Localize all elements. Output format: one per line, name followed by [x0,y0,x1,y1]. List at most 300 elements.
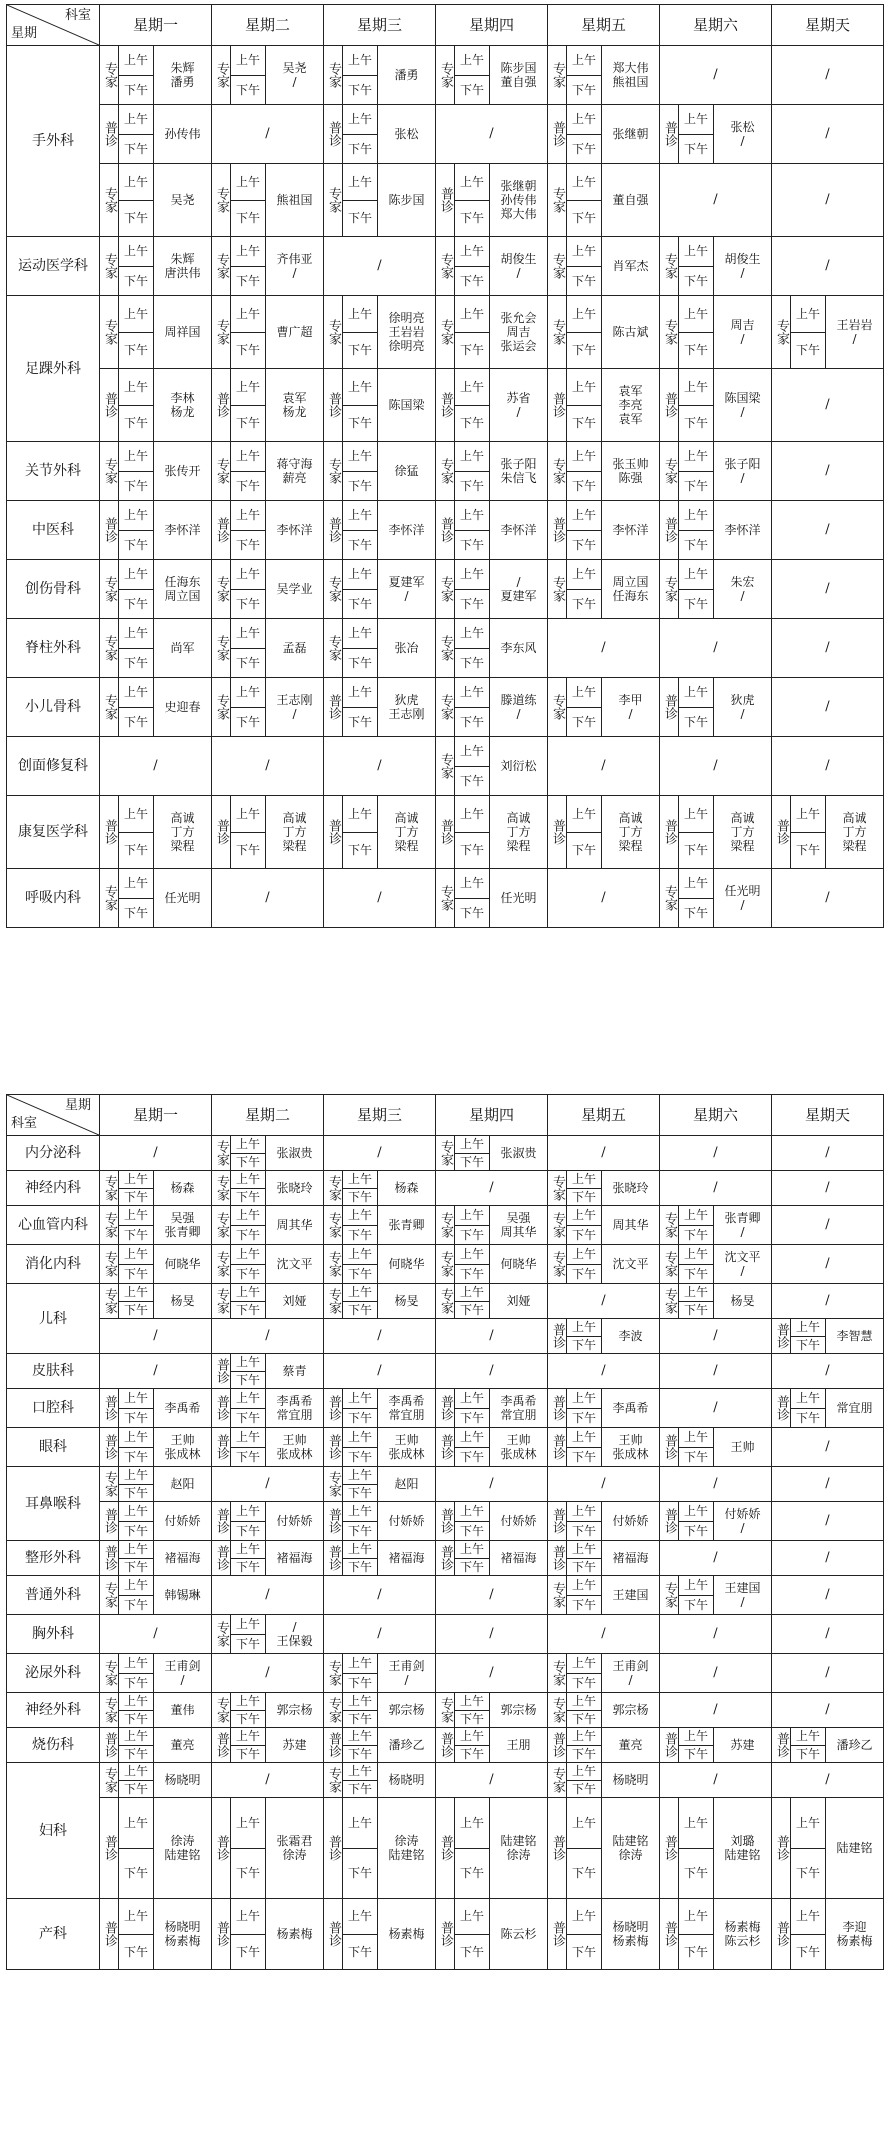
session-am: 上午 [347,1815,372,1830]
slot-box [436,46,547,104]
slot-box [100,1467,211,1501]
empty-slot: / [601,640,606,655]
dept-name: 手外科 [7,46,100,237]
doctor-names: 张继朝 [612,127,649,141]
session-pm: 下午 [567,1780,601,1798]
session-am: 上午 [795,806,820,821]
slot-box [324,369,435,441]
session-pm: 下午 [343,1264,377,1284]
session-col [343,1502,378,1540]
session-col [455,869,490,927]
doctor-names: 董亮 [170,1738,195,1752]
session-col [455,442,490,500]
slot-box [548,1798,659,1898]
clinic-type: 专家 [436,296,455,368]
doctor-names: 曹广超 [276,325,313,339]
empty-slot: / [377,890,382,905]
clinic-type: 专家 [100,869,119,927]
session-am: 上午 [123,379,148,394]
session-am: 上午 [683,449,708,464]
session-pm: 下午 [231,589,265,619]
session-pm: 下午 [343,1484,377,1502]
session-am: 上午 [683,306,708,321]
clinic-type: 专家 [436,237,455,295]
clinic-type: 专家 [100,1693,119,1727]
session-am: 上午 [123,1656,148,1671]
day-header: 星期天 [772,1095,884,1136]
day-header: 星期六 [660,1095,772,1136]
schedule-cell [100,1319,212,1354]
session-pm: 下午 [119,405,153,442]
clinic-type: 普诊 [660,1502,679,1540]
slot-box [772,296,883,368]
session-am: 上午 [683,1430,708,1445]
session-am: 上午 [347,1542,372,1557]
empty-slot: / [825,640,830,655]
clinic-type: 专家 [324,1284,343,1318]
schedule-cell [548,1319,660,1354]
table-row [7,678,884,737]
session-pm: 下午 [119,1225,153,1245]
empty-slot: / [489,1328,494,1343]
session-col [455,560,490,618]
session-pm: 下午 [567,471,601,501]
session-col [343,1798,378,1898]
schedule-cell [772,237,884,296]
slot-box [660,237,771,295]
session-col [119,1541,154,1575]
dept-name: 普通外科 [7,1576,100,1615]
schedule-cell [548,442,660,501]
doctor-names: 张松 [394,127,419,141]
slot-box [324,1541,435,1575]
dept-name: 胸外科 [7,1615,100,1654]
empty-slot: / [153,1328,158,1343]
session-pm: 下午 [567,1673,601,1693]
session-col [343,442,378,500]
schedule-cell [660,1541,772,1576]
schedule-cell [660,1467,772,1502]
slot-box [324,105,435,163]
clinic-type: 专家 [660,237,679,295]
clinic-type: 专家 [212,237,231,295]
session-col [567,1798,602,1898]
session-am: 上午 [459,567,484,582]
schedule-cell [212,1654,324,1693]
clinic-type: 专家 [660,1284,679,1318]
doctor-names: 徐明亮 王岩岩 徐明亮 [388,311,425,353]
session-am: 上午 [235,626,260,641]
table-row [7,296,884,369]
session-am: 上午 [235,1391,260,1406]
session-col [119,369,154,441]
session-col [455,1428,490,1466]
schedule-cell [660,46,772,105]
session-col [119,1654,154,1692]
schedule-cell [324,237,436,296]
session-am: 上午 [235,1208,260,1223]
session-col [455,1136,490,1170]
session-pm: 下午 [343,1521,377,1541]
doctor-names: 陆建铭 徐涛 [500,1834,537,1862]
clinic-type: 普诊 [436,1798,455,1898]
session-pm: 下午 [231,1371,265,1389]
doctor-names: 张松 / [730,120,755,148]
slot-box [100,1576,211,1614]
schedule-cell [660,296,772,369]
slot-box [324,296,435,368]
schedule-cell [100,501,212,560]
schedule-cell [436,46,548,105]
slot-box [212,296,323,368]
slot-box [212,46,323,104]
session-am: 上午 [571,306,596,321]
doctor-names: 张玉帅 陈强 [612,457,649,485]
doctor-names: 杨晓明 [164,1773,201,1787]
session-col [119,1728,154,1762]
session-col [343,105,378,163]
empty-slot: / [601,1476,606,1491]
slot-box [548,369,659,441]
slot-box [212,1693,323,1727]
slot-box [212,619,323,677]
schedule-cell [436,105,548,164]
doctor-names: 陈步国 [388,193,425,207]
dept-name: 创面修复科 [7,737,100,796]
schedule-cell [660,1319,772,1354]
session-pm: 下午 [119,1264,153,1284]
empty-slot: / [265,758,270,773]
session-am: 上午 [235,1815,260,1830]
empty-slot: / [825,67,830,82]
session-pm: 下午 [567,1188,601,1206]
session-am: 上午 [123,1729,148,1744]
empty-slot: / [377,1145,382,1160]
empty-slot: / [601,1626,606,1641]
doctor-names: 潘珍乙 [836,1738,873,1752]
session-col [679,1728,714,1762]
clinic-type: 普诊 [324,1541,343,1575]
session-col [567,1171,602,1205]
session-am: 上午 [123,626,148,641]
schedule-cell [100,237,212,296]
slot-box [548,1389,659,1427]
slot-box [436,164,547,236]
empty-slot: / [825,581,830,596]
clinic-type: 普诊 [324,1389,343,1427]
schedule-cell [660,560,772,619]
slot-box [660,369,771,441]
schedule-cell [324,1389,436,1428]
session-pm: 下午 [455,1745,489,1763]
doctor-names: 赵阳 [170,1477,195,1491]
doctor-names: 吴尧 / [282,61,307,89]
empty-slot: / [825,1626,830,1641]
session-pm: 下午 [343,707,377,737]
schedule-cell [212,46,324,105]
clinic-type: 普诊 [212,1389,231,1427]
session-pm: 下午 [231,1710,265,1728]
empty-slot: / [377,1587,382,1602]
session-pm: 下午 [119,832,153,869]
clinic-type: 专家 [212,560,231,618]
clinic-type: 专家 [212,164,231,236]
session-col [567,1206,602,1244]
session-pm: 下午 [231,832,265,869]
session-am: 上午 [571,1815,596,1830]
session-am: 上午 [235,1355,260,1370]
dept-name: 眼科 [7,1428,100,1467]
session-col [567,164,602,236]
doctor-names: 杨晓明 [612,1773,649,1787]
doctor-names: 陈云杉 [500,1927,537,1941]
doctor-names: 任光明 / [724,884,761,912]
session-am: 上午 [459,1542,484,1557]
schedule-cell [100,1728,212,1763]
session-col [455,1899,490,1969]
session-pm: 下午 [679,1521,713,1541]
schedule-cell [548,678,660,737]
session-col [119,869,154,927]
session-am: 上午 [123,1247,148,1262]
schedule-cell [212,560,324,619]
day-header: 星期二 [212,5,324,46]
clinic-type: 普诊 [436,501,455,559]
session-col [567,678,602,736]
schedule-cell [772,501,884,560]
slot-box [548,46,659,104]
doctor-names: 张淑贵 [500,1146,537,1160]
schedule-cell [660,442,772,501]
schedule-cell [660,1354,772,1389]
slot-box [772,1389,883,1427]
doctor-names: 王甫剑 / [164,1659,201,1687]
slot-box [548,1319,659,1353]
session-am: 上午 [683,685,708,700]
doctor-names: 董亮 [618,1738,643,1752]
session-am: 上午 [571,1656,596,1671]
session-pm: 下午 [679,1745,713,1763]
doctor-names: 李禹希 常宜朋 [500,1394,537,1422]
session-pm: 下午 [791,1336,825,1354]
corner-cell [7,1095,100,1136]
session-pm: 下午 [567,707,601,737]
slot-box [100,796,211,868]
schedule-cell [772,1284,884,1319]
session-am: 上午 [683,244,708,259]
session-am: 上午 [347,1468,372,1483]
session-am: 上午 [235,1542,260,1557]
schedule-cell [548,1615,660,1654]
empty-slot: / [265,1476,270,1491]
slot-box [548,1171,659,1205]
clinic-type: 专家 [100,1467,119,1501]
slot-box [436,678,547,736]
empty-slot: / [713,758,718,773]
clinic-type: 专家 [100,1763,119,1797]
corner-top-label: 星期 [64,1098,91,1113]
clinic-type: 专家 [660,869,679,927]
clinic-type: 专家 [436,1245,455,1283]
clinic-type: 普诊 [212,501,231,559]
session-am: 上午 [347,1391,372,1406]
schedule-cell [212,1763,324,1798]
slot-box [324,46,435,104]
session-col [455,237,490,295]
empty-slot: / [825,890,830,905]
clinic-type: 普诊 [548,501,567,559]
schedule-cell [212,1428,324,1467]
clinic-type: 普诊 [324,1502,343,1540]
slot-box [436,1728,547,1762]
session-am: 上午 [235,1172,260,1187]
session-pm: 下午 [567,1934,601,1970]
session-col [567,237,602,295]
session-am: 上午 [683,1578,708,1593]
slot-box [436,1428,547,1466]
schedule-cell [100,369,212,442]
session-pm: 下午 [567,200,601,237]
doctor-names: 吴学业 [276,582,313,596]
session-am: 上午 [347,1764,372,1779]
slot-box [772,1899,883,1969]
session-am: 上午 [571,1542,596,1557]
session-am: 上午 [683,1208,708,1223]
session-am: 上午 [235,1729,260,1744]
session-col [119,501,154,559]
clinic-type: 普诊 [548,1798,567,1898]
session-am: 上午 [459,1694,484,1709]
doctor-names: 夏建军 / [388,575,425,603]
doctor-names: 杨旻 [394,1294,419,1308]
schedule-cell [772,869,884,928]
clinic-type: 专家 [324,619,343,677]
clinic-type: 专家 [548,1206,567,1244]
session-am: 上午 [235,306,260,321]
slot-box [324,164,435,236]
session-pm: 下午 [567,1336,601,1354]
session-am: 上午 [123,1542,148,1557]
schedule-cell [772,737,884,796]
slot-box [324,1467,435,1501]
slot-box [660,296,771,368]
dept-name: 中医科 [7,501,100,560]
slot-box [436,501,547,559]
session-col [119,1693,154,1727]
clinic-type: 普诊 [212,1728,231,1762]
table-row [7,46,884,105]
clinic-type: 普诊 [324,1428,343,1466]
session-pm: 下午 [119,1673,153,1693]
clinic-type: 普诊 [548,1728,567,1762]
session-col [231,237,266,295]
session-am: 上午 [795,1320,820,1335]
schedule-cell [100,1206,212,1245]
schedule-cell [436,1576,548,1615]
session-col [231,1354,266,1388]
schedule-cell [436,237,548,296]
clinic-type: 普诊 [436,1502,455,1540]
session-am: 上午 [123,1764,148,1779]
clinic-type: 普诊 [548,1502,567,1540]
clinic-type: 普诊 [436,1389,455,1427]
schedule-cell [548,1654,660,1693]
schedule-cell [548,1284,660,1319]
empty-slot: / [489,1587,494,1602]
session-pm: 下午 [343,134,377,164]
session-col [567,369,602,441]
session-am: 上午 [571,1764,596,1779]
empty-slot: / [265,1587,270,1602]
doctor-names: 王建国 [612,1588,649,1602]
session-pm: 下午 [343,1301,377,1319]
schedule-cell [772,442,884,501]
clinic-type: 专家 [548,1654,567,1692]
session-am: 上午 [459,1208,484,1223]
session-col [231,1171,266,1205]
slot-box [100,296,211,368]
schedule-cell [436,619,548,678]
slot-box [660,1576,771,1614]
empty-slot: / [601,1293,606,1308]
session-pm: 下午 [455,1934,489,1970]
session-pm: 下午 [679,832,713,869]
schedule-cell [212,1206,324,1245]
clinic-type: 专家 [548,237,567,295]
session-pm: 下午 [567,1447,601,1467]
session-col [231,1206,266,1244]
schedule-cell [212,164,324,237]
schedule-cell [436,369,548,442]
session-col [343,1428,378,1466]
slot-box [324,1428,435,1466]
slot-box [660,560,771,618]
slot-box [212,1284,323,1318]
empty-slot: / [825,1665,830,1680]
table-row [7,737,884,796]
schedule-cell [660,1576,772,1615]
clinic-type: 专家 [548,1763,567,1797]
table-row [7,1354,884,1389]
clinic-type: 普诊 [436,1899,455,1969]
session-pm: 下午 [343,1188,377,1206]
session-pm: 下午 [679,1934,713,1970]
session-pm: 下午 [791,1848,825,1899]
clinic-type: 普诊 [548,1541,567,1575]
slot-box [548,1541,659,1575]
session-pm: 下午 [231,1558,265,1576]
slot-box [436,1502,547,1540]
session-col [343,369,378,441]
doctor-names: 高诚 丁方 梁程 [282,811,307,853]
clinic-type: 普诊 [772,1389,791,1427]
clinic-type: 专家 [660,1245,679,1283]
schedule-cell [660,369,772,442]
clinic-type: 专家 [212,1693,231,1727]
session-pm: 下午 [567,832,601,869]
doctor-names: 吴尧 [170,193,195,207]
session-col [119,1171,154,1205]
slot-box [548,1428,659,1466]
session-col [679,1798,714,1898]
doctor-names: 熊祖国 [276,193,313,207]
slot-box [100,1171,211,1205]
slot-box [436,1693,547,1727]
doctor-names: 付娇娇 [164,1514,201,1528]
schedule-cell [100,1654,212,1693]
doctor-names: 付娇娇 [612,1514,649,1528]
session-am: 上午 [347,379,372,394]
